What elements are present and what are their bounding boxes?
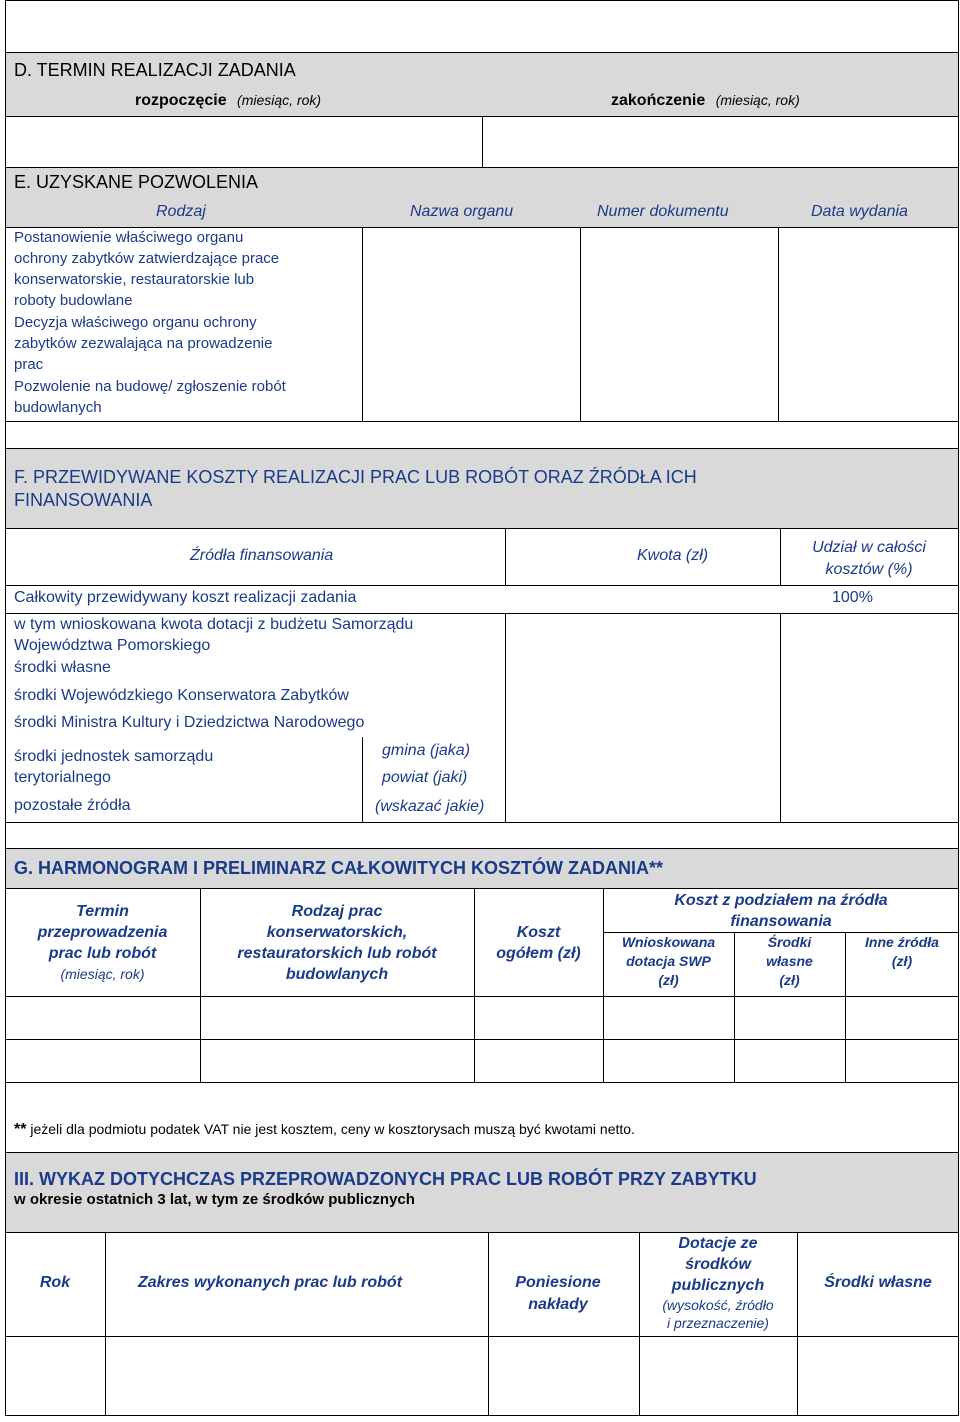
rule-iii-row [5,1336,959,1337]
other-sources-label: pozostałe źródła [14,797,131,814]
start-date-field[interactable] [5,116,482,167]
end-date-field[interactable] [482,116,959,167]
vat-note [14,1120,635,1139]
permit-row-1-line-1: Postanowienie właściwego organu [14,229,244,246]
rule-g-sub-top [603,932,959,933]
iii-col-public-2: środków [685,1256,751,1273]
g-sub3-line-1: Inne źródła [865,934,939,950]
total-cost-amount-field[interactable] [440,585,780,613]
rule-g-row-2 [5,1039,959,1040]
iii-col-public-hint-2: i przeznaczenie) [667,1315,769,1331]
rule-iii-col-2 [488,1232,489,1416]
iii-col-public-hint-1: (wysokość, źródło [662,1297,774,1313]
permit-date-field[interactable] [778,228,959,421]
g-col2-line-2: konserwatorskich, [266,924,408,941]
rule-f-jst [362,737,363,822]
other-sources-hint: (wskazać jakie) [375,798,485,815]
jst-funds-label-2: terytorialnego [14,769,111,786]
frame-top [5,0,959,1]
top-blank-cell [5,0,960,52]
iii-col-public-3: publicznych [671,1277,765,1294]
rule-f-col-head-1 [505,528,506,585]
rule-g-row-1 [5,996,959,997]
rule-g-top [5,848,959,849]
col-header-source: Źródła finansowania [190,547,334,564]
col-header-authority: Nazwa organu [410,203,514,220]
iii-col-own: Środki własne [824,1274,932,1291]
g-col2-line-4: budowlanych [285,966,389,983]
permit-row-3-line-1: Pozwolenie na budowę/ zgłoszenie robót [14,378,286,395]
g-col1-line-1: Termin [76,903,129,920]
rule-f-head [5,528,959,529]
spacer-after-f [5,822,959,848]
grant-row-line-2: Województwa Pomorskiego [14,637,211,654]
vat-note-text: jeżeli dla podmiotu podatek VAT nie jest kosztem, ceny w kosztorysach muszą być kwotami netto. [26,1121,635,1137]
ministry-funds-label: środki Ministra Kultury i Dziedzictwa Narodowego [14,714,365,731]
total-cost-label: Całkowity przewidywany koszt realizacji zadania [14,589,357,606]
section-f-title-line-2: FINANSOWANIA [14,490,153,510]
rule-e-col-1 [362,227,363,421]
rule-f-col-1 [505,613,506,822]
iii-col-costs-1: Poniesione [515,1274,601,1291]
col-header-amount: Kwota (zł) [637,547,709,564]
section-d-title: D. TERMIN REALIZACJI ZADANIA [14,60,296,80]
rule-e-bottom [5,421,959,422]
g-note-row [5,1082,959,1152]
rule-g-col-3 [603,888,604,1082]
rule-iii-col-1 [105,1232,106,1416]
g-sub1-line-2: dotacja SWP [626,953,711,969]
iii-col-year: Rok [39,1274,71,1291]
own-funds-label: środki własne [14,659,111,676]
g-col1-line-3: prac lub robót [48,945,157,962]
g-col3-line-2: ogółem (zł) [496,945,581,962]
start-hint: (miesiąc, rok) [237,92,322,108]
g-sub3-line-2: (zł) [891,953,913,969]
g-sub2-line-1: Środki [767,934,812,950]
rule-g-col-1 [200,888,201,1082]
rule-e-head [5,227,959,228]
col-header-type: Rodzaj [156,203,206,220]
g-data-row-1[interactable] [5,996,959,1039]
iii-col-scope: Zakres wykonanych prac lub robót [137,1274,403,1291]
end-label-text: zakończenie [611,92,706,109]
col-header-share-1: Udział w całości [812,539,926,556]
powiat-label: powiat (jaki) [382,769,468,786]
permit-row-2-line-1: Decyzja właściwego organu ochrony [14,314,257,331]
gmina-label: gmina (jaka) [382,742,471,759]
g-col3-line-1: Koszt [516,924,561,941]
rule-d-top [5,52,959,53]
f-amount-field[interactable] [505,614,780,822]
g-sub2-line-3: (zł) [779,972,800,988]
total-share-value: 100% [832,589,873,606]
g-col1-line-2: przeprowadzenia [37,924,168,941]
wkz-funds-label: środki Wojewódzkiego Konserwatora Zabytków [14,687,349,704]
rule-f-total-bottom [5,613,959,614]
permit-row-1-line-2: ochrony zabytków zatwierdzające prace [14,250,280,267]
rule-g-col-5 [845,932,846,1082]
start-label-text: rozpoczęcie [135,92,227,109]
g-col1-hint: (miesiąc, rok) [60,966,145,982]
g-sub1-line-3: (zł) [658,972,679,988]
g-sub1-line-1: Wnioskowana [621,934,716,950]
section-iii-subtitle: w okresie ostatnich 3 lat, w tym ze środków publicznych [14,1191,415,1208]
col-header-share-2: kosztów (%) [825,561,913,578]
section-e-title: E. UZYSKANE POZWOLENIA [14,172,259,192]
spacer-after-e [5,421,959,448]
f-share-field[interactable] [780,614,959,822]
g-col4-group-line-2: finansowania [730,913,832,930]
permit-row-1-line-4: roboty budowlane [14,292,133,309]
rule-e-col-2 [580,227,581,421]
rule-f-top [5,448,959,449]
permit-row-3-line-2: budowlanych [14,399,102,416]
g-sub2-line-2: własne [766,953,813,969]
permit-row-2-line-3: prac [14,356,44,373]
rule-e-col-3 [778,227,779,421]
rule-iii-col-3 [639,1232,640,1416]
rule-g-col-4 [734,932,735,1082]
g-data-row-2[interactable] [5,1039,959,1082]
permit-doc-number-field[interactable] [580,228,778,421]
rule-f-bottom [5,822,959,823]
rule-g-head [5,888,959,889]
section-iii-title: III. WYKAZ DOTYCHCZAS PRZEPROWADZONYCH PRAC LUB ROBÓT PRZY ZABYTKU [14,1169,757,1189]
rule-iii-head [5,1232,959,1233]
col-header-date: Data wydania [811,203,908,220]
rule-f-total-top [5,585,959,586]
rule-d-mid [482,116,483,167]
g-col4-group-line-1: Koszt z podziałem na źródła [674,892,888,909]
section-f-title-line-1: F. PRZEWIDYWANE KOSZTY REALIZACJI PRAC LUB ROBÓT ORAZ ŹRÓDŁA ICH [14,467,697,487]
iii-col-costs-2: nakłady [528,1296,588,1313]
vat-note-mark: ** [14,1121,27,1138]
g-col2-line-3: restauratorskich lub robót [237,945,437,962]
rule-g-bottom [5,1082,959,1083]
frame-right [958,0,959,1416]
start-label [135,91,321,110]
rule-f-col-head-2 [780,528,781,585]
grant-row-line-1: w tym wnioskowana kwota dotacji z budżetu Samorządu [14,616,414,633]
section-g-title: G. HARMONOGRAM I PRELIMINARZ CAŁKOWITYCH KOSZTÓW ZADANIA** [14,858,663,878]
rule-g-col-2 [474,888,475,1082]
iii-col-public-1: Dotacje ze [678,1235,758,1252]
end-hint: (miesiąc, rok) [715,92,800,108]
permit-authority-field[interactable] [362,228,580,421]
rule-f-col-2 [780,613,781,822]
permit-row-2-line-2: zabytków zezwalająca na prowadzenie [14,335,273,352]
g-col2-line-1: Rodzaj prac [291,903,383,920]
iii-data-row[interactable] [5,1336,959,1416]
col-header-doc-number: Numer dokumentu [597,203,729,220]
frame-left [5,0,6,1416]
end-label [611,91,800,110]
frame-bottom [5,1415,959,1416]
rule-iii-top [5,1152,959,1153]
jst-funds-label-1: środki jednostek samorządu [14,748,214,765]
rule-iii-col-4 [797,1232,798,1416]
rule-e-top [5,167,959,168]
permit-row-1-line-3: konserwatorskie, restauratorskie lub [14,271,255,288]
